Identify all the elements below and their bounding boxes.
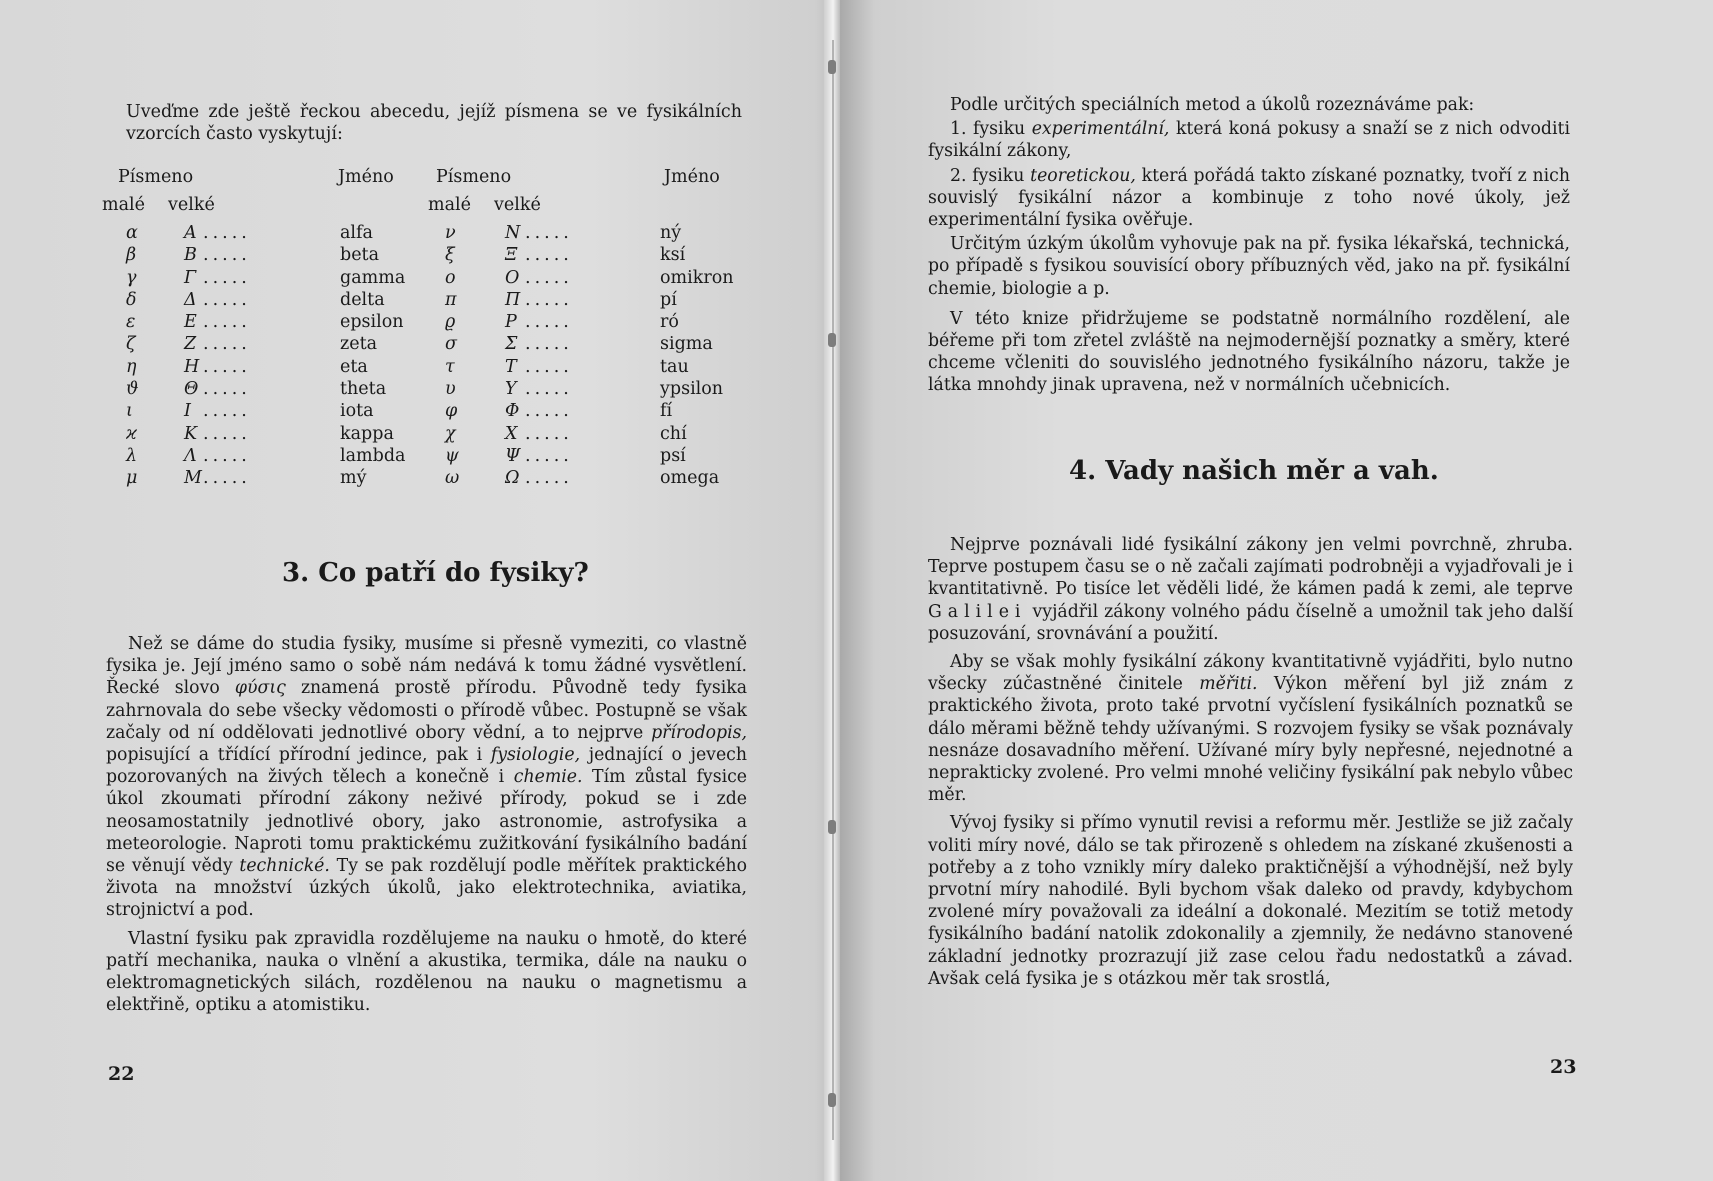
capital-letter: Ρ — [505, 312, 517, 333]
leader-dots: ..... — [203, 468, 251, 489]
letter-name: pí — [660, 289, 677, 310]
letter-name: epsilon — [340, 312, 404, 333]
capital-letter: Τ — [505, 356, 517, 377]
paragraph-methods: Podle určitých speciálních metod a úkolů rozeznáváme pak: — [950, 95, 1475, 115]
greek-letter-row — [100, 424, 740, 446]
letter-name: fí — [660, 401, 673, 422]
text-run: která koná pokusy a snaží se z nich odvoditi fysikální zákony, — [928, 119, 1570, 162]
capital-letter: Λ — [184, 445, 197, 466]
capital-letter: Κ — [184, 423, 198, 444]
leader-dots: ..... — [525, 423, 573, 444]
letter-name: eta — [340, 356, 368, 377]
capital-letter: Χ — [505, 423, 518, 444]
capital-letter: Υ — [505, 379, 517, 400]
text-run: znamená prostě přírodu. Původně tedy fysika zahrnovala do sebe všecky vědomosti o přírodě vůbec. Postupně se však začaly od ní oddělovati jednotlivé obory vědní, a to nejprve — [106, 678, 747, 743]
leader-dots: ..... — [203, 445, 251, 466]
greek-letter-row — [100, 268, 740, 290]
letter-name: psí — [660, 445, 686, 466]
letter-name: kappa — [340, 423, 394, 444]
small-letter: υ — [445, 379, 456, 400]
small-letter: γ — [126, 267, 137, 288]
paragraph-theoretical — [928, 165, 1570, 232]
paragraph-reform: Vývoj fysiky si přímo vynutil revisi a reformu měr. Jestliže se již začaly voliti míry nové, dálo se tak přirozeně s ohledem na získané zkušenosti a potřeby a z toho vznikly míry daleko praktičnější a výhodnější, než byly prvotní míry nahodilé. Byli bychom však daleko od pravdy, kdybychom zvolené míry považovali za ideální a dokonalé. Mezitím se totiž metody fysikálního badání natolik zdokonalily a zjemnily, že nedávno stanovené základní jednotky prozrazují již zase celou řadu nedostatků a závad. Avšak celá fysika je s otázkou měr tak srostlá, — [928, 813, 1573, 989]
greek-letter-row — [100, 334, 740, 356]
leader-dots: ..... — [203, 423, 251, 444]
letter-name: zeta — [340, 334, 378, 355]
small-letter: ψ — [445, 445, 459, 466]
capital-letter: Θ — [184, 379, 199, 400]
text-run: popisující a třídící přírodní jedince, pak i — [106, 745, 491, 766]
capital-letter: Γ — [184, 267, 197, 288]
capital-letter: Ο — [505, 267, 520, 288]
right-body-top — [928, 94, 1570, 397]
paragraph-measurement — [928, 651, 1573, 806]
small-letter: π — [445, 289, 457, 310]
right-body-bottom — [928, 534, 1573, 990]
letter-name: omikron — [660, 267, 734, 288]
greek-alphabet-intro: Uveďme zde ještě řeckou abecedu, jejíž písmena se ve fysikálních vzorcích často vyskytují: — [126, 102, 742, 144]
greek-letter-row — [100, 357, 740, 379]
left-body-text — [106, 633, 747, 1016]
letter-name: lambda — [340, 445, 406, 466]
text-run: 2. fysiku — [950, 165, 1031, 186]
letter-name: beta — [340, 245, 380, 266]
greek-word: φύσις — [234, 678, 286, 699]
small-letter: λ — [126, 445, 138, 466]
leader-dots: ..... — [525, 356, 573, 377]
small-letter: ϱ — [445, 312, 456, 333]
small-letter: η — [126, 356, 137, 377]
small-letter: ι — [126, 401, 133, 422]
leader-dots: ..... — [525, 379, 573, 400]
leader-dots: ..... — [203, 245, 251, 266]
emphasis: technické. — [239, 856, 330, 877]
leader-dots: ..... — [525, 445, 573, 466]
capital-letter: Ν — [505, 223, 521, 243]
capital-letter: Φ — [505, 401, 520, 422]
capital-letter: Η — [184, 356, 200, 377]
capital-letter: Ε — [184, 312, 197, 333]
capital-letter: Δ — [184, 289, 197, 310]
page-number-left: 22 — [108, 1063, 135, 1085]
emphasis: přírodopis, — [651, 722, 747, 743]
capital-letter: Π — [505, 289, 521, 310]
capital-letter: Ψ — [505, 445, 521, 466]
leader-dots: ..... — [525, 312, 573, 333]
leader-dots: ..... — [525, 334, 573, 355]
leader-dots: ..... — [525, 468, 573, 489]
capital-letter: Σ — [505, 334, 518, 355]
binding-stitch — [828, 333, 836, 347]
leader-dots: ..... — [203, 401, 251, 422]
letter-name: omega — [660, 468, 720, 489]
text-run: Než se dáme do studia fysiky, musíme si přesně vymeziti, co vlastně fysika je. Její jméno samo o sobě nám nedává k tomu žádné vysvětlení. Řecké slovo — [106, 634, 747, 699]
capital-letter: Β — [184, 245, 197, 266]
text-run: Výkon měření byl již znám z praktického života, proto také prvotní vyčíslení fysikálních poznatků se dálo měrami běžně tehdy užívanými. S rozvojem fysiky se však poznávaly nesnáze dosavadního měření. Užívané míry byly nepřesné, nejednotné a neprakticky zvolené. Pro velmi mnohé veličiny fysikální pak nebylo vůbec měr. — [928, 674, 1573, 806]
small-letter: φ — [445, 401, 458, 422]
small-letter: ε — [126, 312, 136, 333]
small-letter: β — [126, 245, 137, 266]
leader-dots: ..... — [203, 312, 251, 333]
gutter-fold — [832, 40, 834, 1140]
emphasis: fysiologie, — [490, 745, 581, 766]
letter-name: tau — [660, 356, 689, 377]
letter-name: ksí — [660, 245, 686, 266]
text-run: Tím zůstal fysice úkol zkoumati přírodní zákony neživé přírody, pokud se i zde neosamostatnily jednotlivé obory, jako astronomie, astrofysika a meteorologie. Naproti tomu praktickému zužitkování fysikálního badání se věnují vědy — [106, 767, 748, 877]
small-letter: ξ — [445, 245, 455, 266]
letter-name: gamma — [340, 267, 406, 288]
leader-dots: ..... — [203, 223, 251, 243]
section-4-heading: 4. Vady našich měr a vah. — [1069, 456, 1439, 486]
letter-name: sigma — [660, 334, 713, 355]
capital-letter: Μ — [184, 468, 202, 489]
capital-letter: Ζ — [184, 334, 197, 355]
emphasis: měřiti. — [1199, 674, 1258, 695]
page-number-right: 23 — [1550, 1056, 1577, 1078]
small-letter: μ — [126, 468, 138, 489]
binding-stitch — [828, 60, 836, 74]
greek-letter-row — [100, 379, 740, 401]
letter-name: alfa — [340, 223, 373, 243]
greek-letter-row — [100, 223, 740, 245]
left-page — [0, 0, 840, 1181]
spaced-name: Galilei — [928, 601, 1027, 622]
capital-letter: Ι — [184, 401, 191, 422]
small-letter: ο — [445, 267, 456, 288]
emphasis: experimentální, — [1031, 119, 1170, 140]
small-letter: σ — [445, 334, 457, 355]
binding-stitch — [828, 1093, 836, 1107]
greek-letter-row — [100, 245, 740, 267]
text-run: Aby se však mohly fysikální zákony kvantitativně vyjádřiti, bylo nutno všecky zúčastněné činitele — [928, 652, 1573, 695]
leader-dots: ..... — [203, 379, 251, 400]
small-letter: ζ — [126, 334, 136, 355]
small-letter: τ — [445, 356, 455, 377]
header-small-2: malé — [428, 195, 471, 215]
capital-letter: Ξ — [505, 245, 518, 266]
greek-alphabet-table — [100, 223, 740, 491]
text-run: která pořádá takto získané poznatky, tvoří z nich souvislý fysikální názor a kombinuje z toho nové úkoly, jež experimentální fysika ověřuje. — [928, 165, 1570, 231]
leader-dots: ..... — [525, 401, 573, 422]
small-letter: χ — [445, 423, 456, 444]
letter-name: chí — [660, 423, 687, 444]
binding-stitch — [828, 820, 836, 834]
paragraph-what-is-physics — [106, 633, 747, 922]
greek-letter-row — [100, 468, 740, 490]
leader-dots: ..... — [525, 289, 573, 310]
greek-letter-row — [100, 290, 740, 312]
header-name-1: Jméno — [338, 167, 394, 187]
text-run: jednající o jevech pozorovaných na živých tělech a konečně i — [106, 745, 747, 788]
header-small-1: malé — [102, 195, 145, 215]
greek-letter-row — [100, 401, 740, 423]
letter-name: mý — [340, 468, 367, 489]
small-letter: ϑ — [126, 379, 139, 400]
emphasis: teoretickou, — [1030, 165, 1136, 186]
capital-letter: Α — [184, 223, 197, 243]
header-capital-1: velké — [168, 195, 215, 215]
paragraph-galilei — [928, 534, 1573, 645]
small-letter: ω — [445, 468, 460, 489]
leader-dots: ..... — [525, 267, 573, 288]
text-run: Ty se pak rozdělují podle měřítek praktického života na množství úzkých úkolů, jako elektrotechnika, aviatika, strojnictví a pod. — [106, 856, 747, 921]
paragraph-this-book: V této knize přidržujeme se podstatně normálního rozdělení, ale béřeme při tom zřetel zvláště na nejmodernější poznatky a směry, které chceme včleniti do souvislého jednotného fysikálního názoru, takže je látka mnohdy jinak upravena, než v normálních učebnicích. — [928, 308, 1570, 396]
small-letter: ϰ — [126, 423, 137, 444]
section-3-heading: 3. Co patří do fysiky? — [282, 558, 589, 588]
paragraph-divisions: Vlastní fysiku pak zpravidla rozdělujeme na nauku o hmotě, do které patří mechanika, nauka o vlnění a akustika, termika, dále na nauku o elektromagnetických silách, rozdělenou na nauku o magnetismu a elektřině, optiku a atomistiku. — [106, 928, 747, 1016]
letter-name: iota — [340, 401, 374, 422]
small-letter: ν — [445, 223, 456, 243]
letter-name: theta — [340, 379, 387, 400]
small-letter: δ — [126, 289, 137, 310]
leader-dots: ..... — [203, 356, 251, 377]
header-name-2: Jméno — [664, 167, 720, 187]
leader-dots: ..... — [203, 334, 251, 355]
small-letter: α — [126, 223, 138, 243]
leader-dots: ..... — [525, 223, 573, 243]
leader-dots: ..... — [203, 289, 251, 310]
header-capital-2: velké — [494, 195, 541, 215]
text-run: 1. fysiku — [950, 119, 1032, 140]
leader-dots: ..... — [203, 267, 251, 288]
text-run: Nejprve poznávali lidé fysikální zákony jen velmi povrchně, zhruba. Teprve postupem času se o ně začali zajímati podrobněji a vyjadřovali je i kvantitativně. Po tisíce let věděli lidé, že kámen padá k zemi, ale teprve — [928, 535, 1573, 600]
letter-name: delta — [340, 289, 385, 310]
text-run: vyjádřil zákony volného pádu číselně a umožnil tak jeho další posuzování, srovnávání a použití. — [928, 601, 1573, 644]
leader-dots: ..... — [525, 245, 573, 266]
letter-name: ný — [660, 223, 682, 243]
header-letter-2: Písmeno — [436, 167, 512, 187]
letter-name: ró — [660, 312, 679, 333]
greek-letter-row — [100, 312, 740, 334]
capital-letter: Ω — [505, 468, 520, 489]
greek-letter-row — [100, 446, 740, 468]
emphasis: chemie. — [513, 767, 583, 788]
paragraph-specialized: Určitým úzkým úkolům vyhovuje pak na př. fysika lékařská, technická, po případě s fysikou souvisící obory příbuzných věd, jako na př. fysikální chemie, biologie a p. — [928, 234, 1570, 299]
header-letter-1: Písmeno — [118, 167, 194, 187]
letter-name: ypsilon — [660, 379, 724, 400]
paragraph-experimental — [928, 118, 1570, 162]
